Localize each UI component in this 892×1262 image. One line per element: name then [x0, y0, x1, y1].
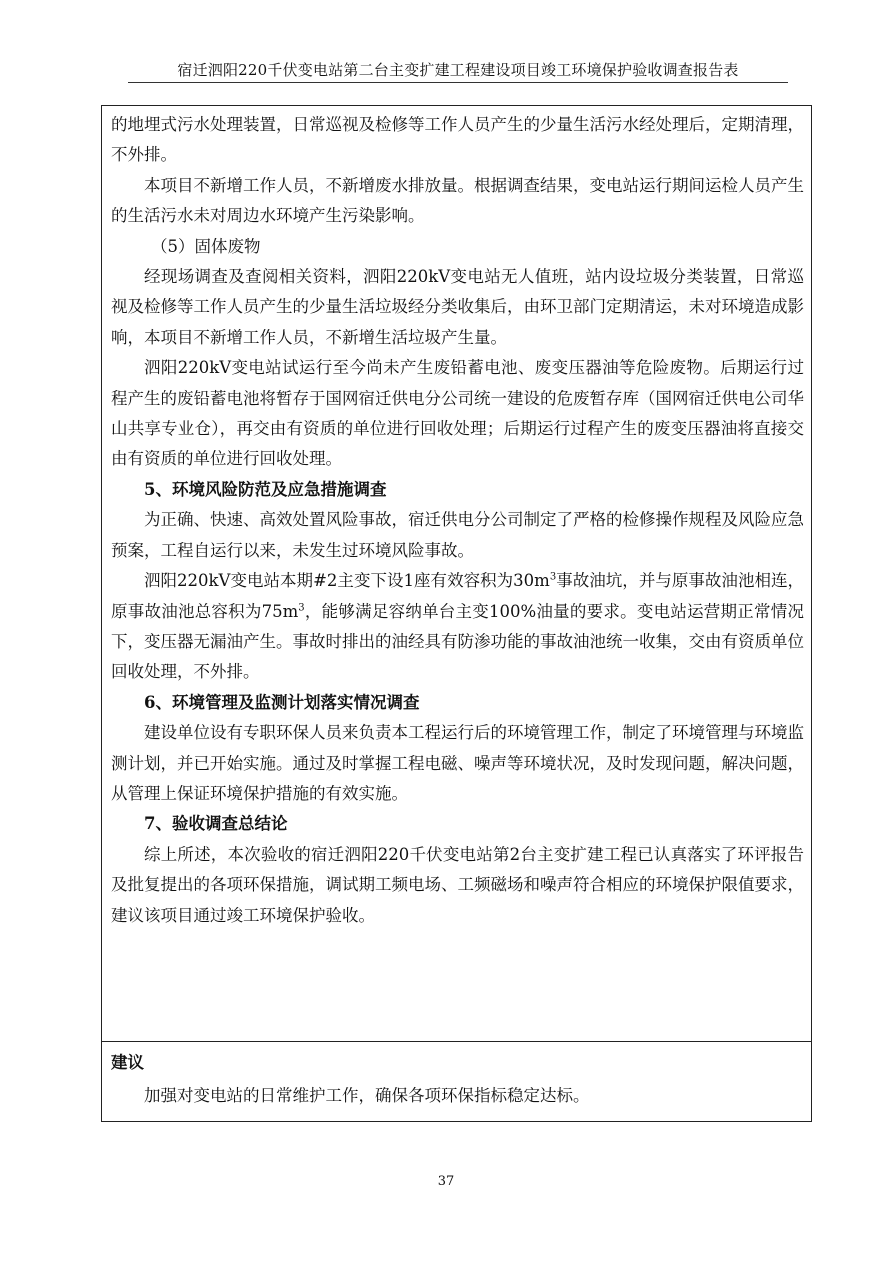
paragraph-domestic-garbage: 经现场调查及查阅相关资料，泗阳220kV变电站无人值班，站内设垃圾分类装置，日常巡视及检修等工作人员产生的少量生活垃圾经分类收集后，由环卫部门定期清运，未对环境造成影响，本项目不新增工作人员，不新增生活垃圾产生量。: [111, 267, 804, 347]
oil-pit-text-3: ，能够满足容纳单台主变100%油量的要求。变电站运营期正常情况下，变压器无漏油产生。事故时排出的油经具有防渗功能的事故油池统一收集，交由有资质单位回收处理，不外排。: [111, 601, 805, 682]
paragraph-sewage-continued: 的地埋式污水处理装置，日常巡视及检修等工作人员产生的少量生活污水经处理后，定期清理，不外排。: [111, 115, 804, 165]
oil-pit-text-2: 事故油坑，并与原事故油池相连，原事故油池总容积为75m: [111, 571, 805, 621]
advice-label: 建议: [111, 1053, 144, 1072]
paragraph-oil-pit: [111, 566, 804, 688]
header-rule: [128, 82, 788, 83]
section-6-heading: 6、环境管理及监测计划落实情况调查: [144, 692, 420, 712]
superscript-cubic-2: 3: [298, 602, 305, 613]
advice-divider: [102, 1041, 811, 1042]
paragraph-hazardous-waste: 泗阳220kV变电站试运行至今尚未产生废铅蓄电池、废变压器油等危险废物。后期运行过程产生的废铅蓄电池将暂存于国网宿迁供电分公司统一建设的危废暂存库（国网宿迁供电公司华山共享专业仓），再交由有资质的单位进行回收处理；后期运行过程产生的废变压器油将直接交由有资质的单位进行回收处理。: [111, 358, 804, 469]
advice-cell: [111, 1046, 804, 1112]
page-number: 37: [437, 1174, 455, 1189]
paragraph-conclusion: 综上所述，本次验收的宿迁泗阳220千伏变电站第2台主变扩建工程已认真落实了环评报告及批复提出的各项环保措施，调试期工频电场、工频磁场和噪声符合相应的环境保护限值要求，建议该项目通过竣工环境保护验收。: [111, 844, 804, 925]
paragraph-risk-plan: 为正确、快速、高效处置风险事故，宿迁供电分公司制定了严格的检修操作规程及风险应急预案，工程自运行以来，未发生过环境风险事故。: [111, 510, 804, 560]
page-header-title: 宿迁泗阳220千伏变电站第二台主变扩建工程建设项目竣工环境保护验收调查报告表: [177, 61, 739, 79]
paragraph-environment-management: 建设单位设有专职环保人员来负责本工程运行后的环境管理工作，制定了环境管理与环境监测计划，并已开始实施。通过及时掌握工程电磁、噪声等环境状况，及时发现问题，解决问题，从管理上保证环境保护措施的有效实施。: [111, 723, 804, 803]
solid-waste-subheading: （5）固体废物: [151, 236, 261, 256]
report-content-cell: [111, 110, 804, 931]
section-7-heading: 7、验收调查总结论: [144, 814, 288, 834]
paragraph-no-new-staff-wastewater: 本项目不新增工作人员，不新增废水排放量。根据调查结果，变电站运行期间运检人员产生的生活污水未对周边水环境产生污染影响。: [111, 175, 804, 226]
report-table-frame: [101, 105, 812, 1122]
oil-pit-text-1: 泗阳220kV变电站本期#2主变下设1座有效容积为30m: [144, 571, 550, 591]
superscript-cubic-1: 3: [549, 571, 557, 583]
section-5-heading: 5、环境风险防范及应急措施调查: [144, 479, 387, 499]
advice-text: 加强对变电站的日常维护工作，确保各项环保指标稳定达标。: [144, 1086, 590, 1105]
